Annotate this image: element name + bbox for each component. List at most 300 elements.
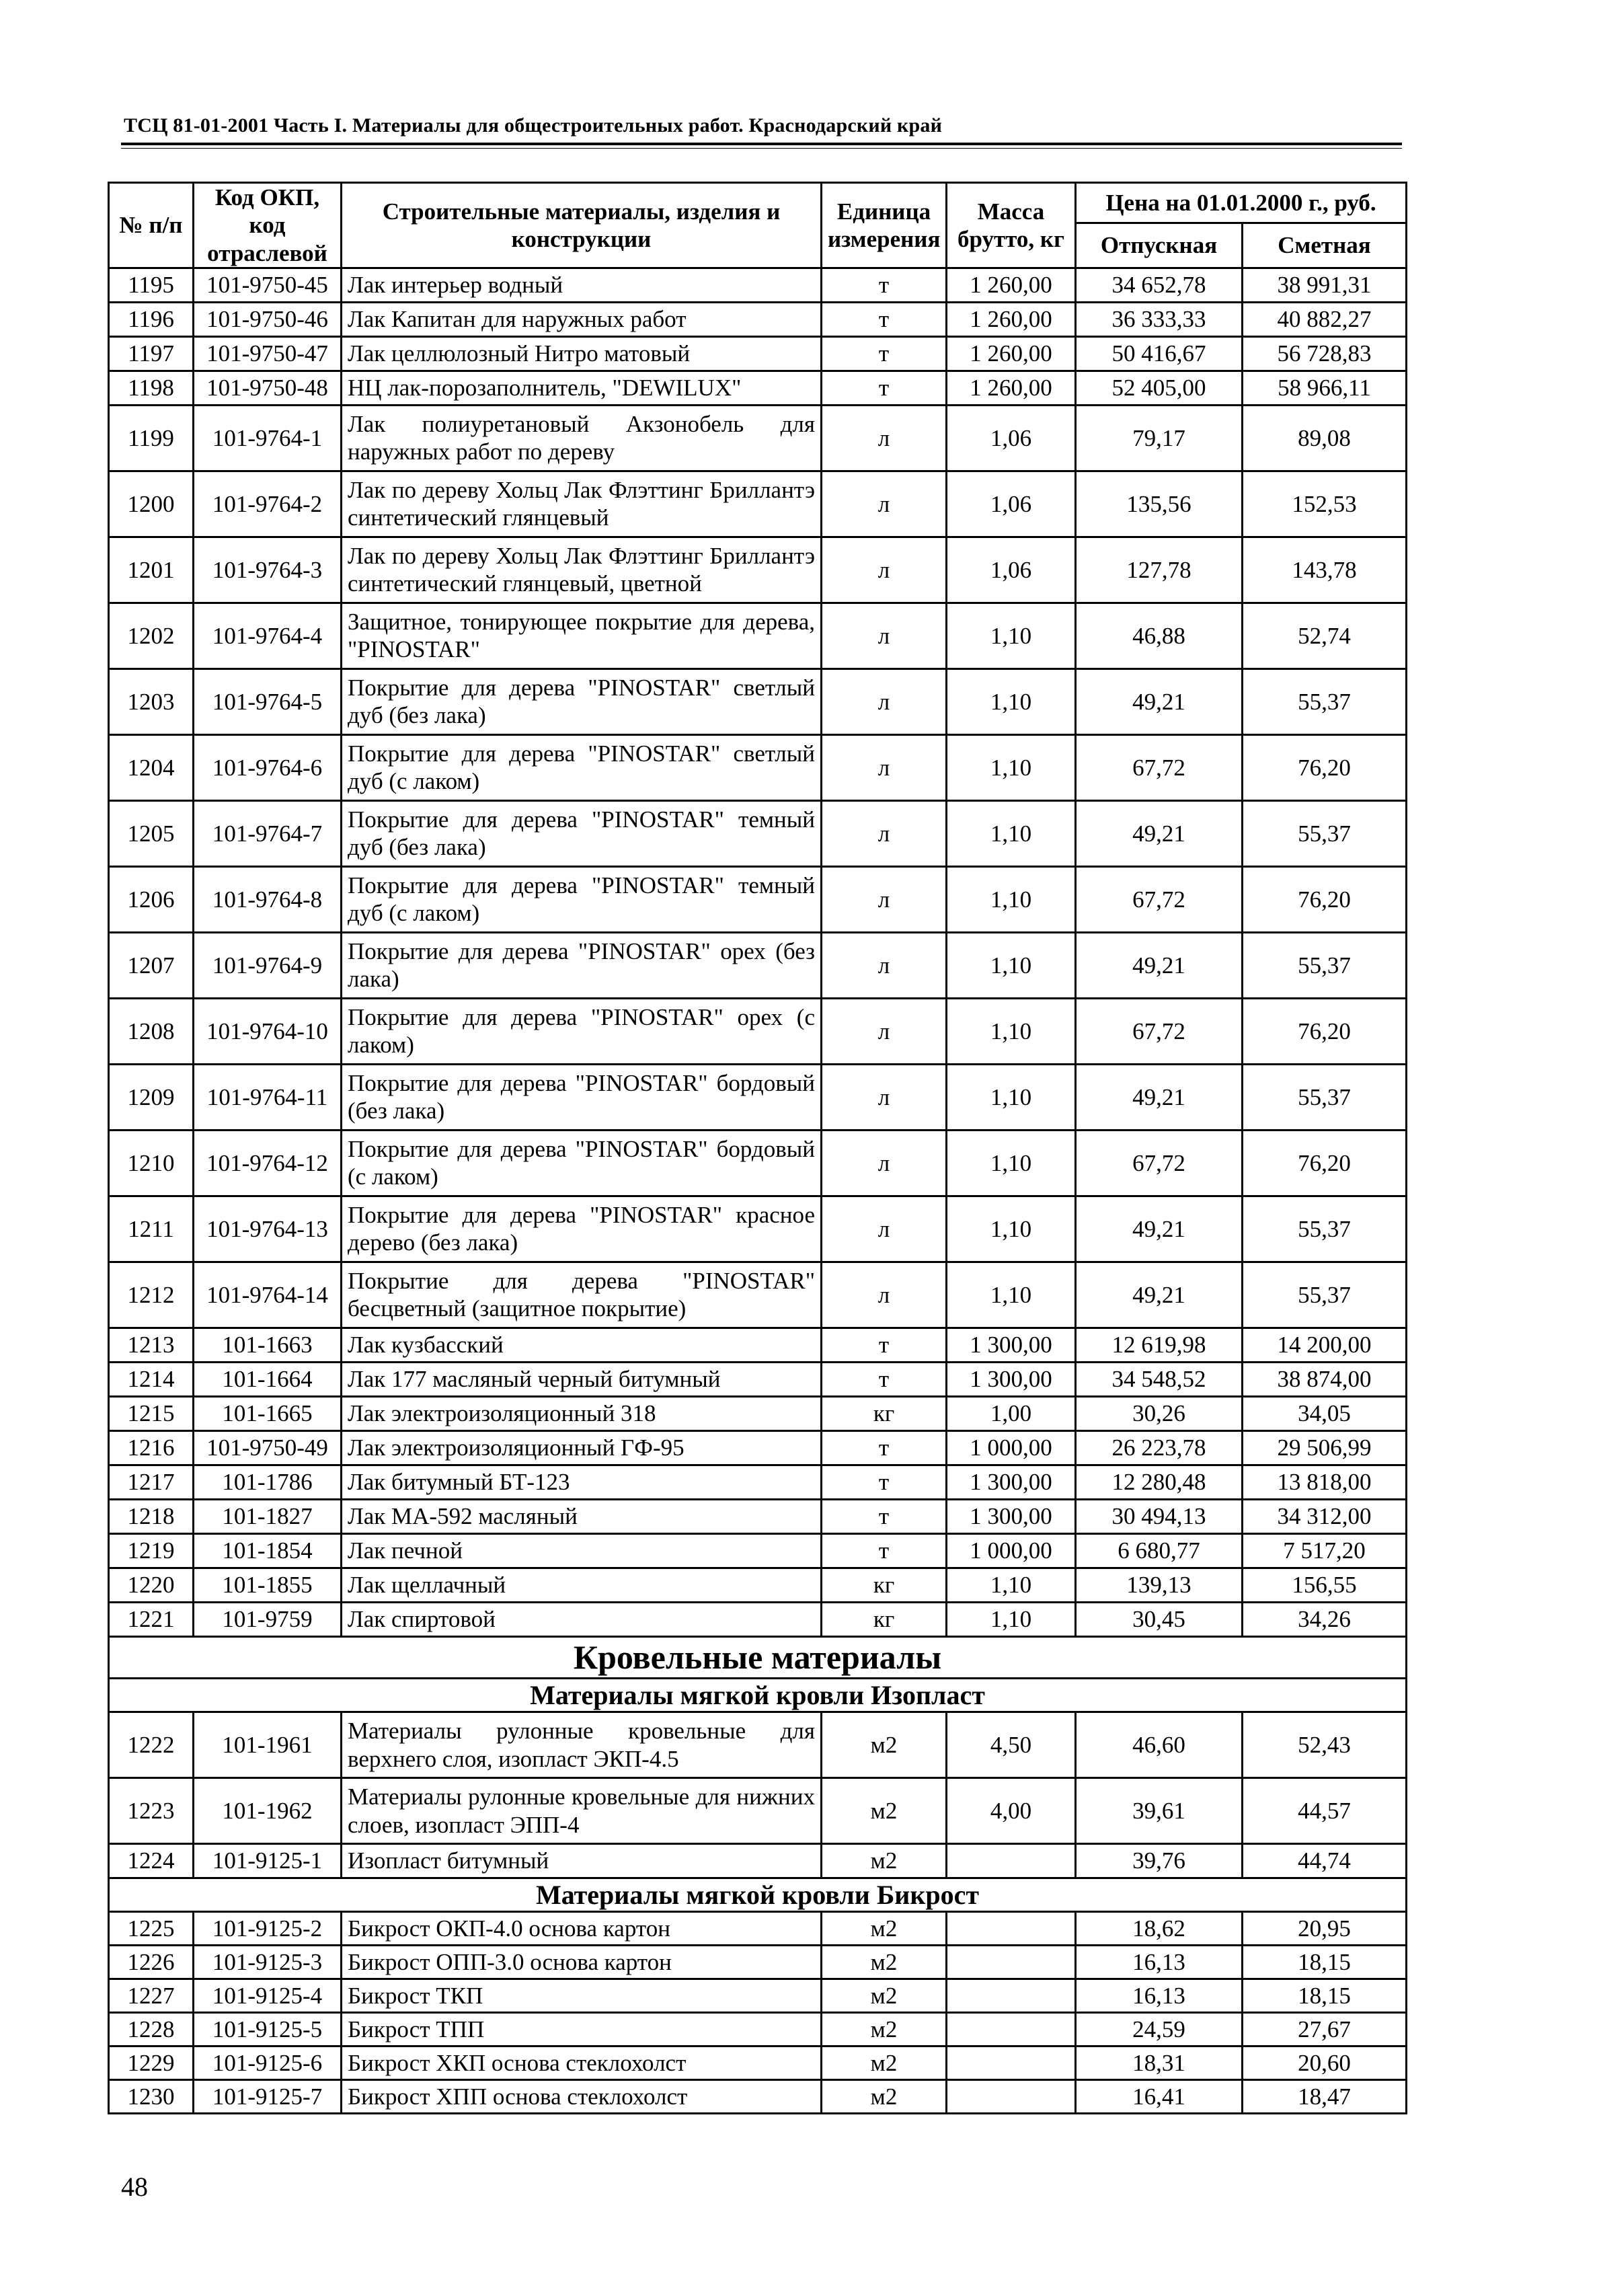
cell-mass: 1,10	[947, 1064, 1076, 1130]
cell-name: Бикрост ХПП основа стеклохолст	[342, 2080, 822, 2114]
cell-num: 1225	[109, 1912, 194, 1946]
cell-unit: л	[822, 668, 947, 734]
section-title-roofing: Кровельные материалы	[109, 1636, 1407, 1678]
cell-name: Лак полиуретановый Акзонобель для наружных работ по дереву	[342, 405, 822, 471]
table-row	[109, 1499, 1407, 1533]
cell-unit: т	[822, 1499, 947, 1533]
table-row	[109, 932, 1407, 998]
cell-unit: кг	[822, 1602, 947, 1636]
cell-name: Лак битумный БТ-123	[342, 1465, 822, 1499]
cell-name: Бикрост ОКП-4.0 основа картон	[342, 1912, 822, 1946]
cell-price-estimate: 55,37	[1243, 932, 1407, 998]
page-number: 48	[121, 2172, 148, 2202]
cell-price-release: 79,17	[1076, 405, 1243, 471]
cell-price-release: 30,26	[1076, 1396, 1243, 1430]
cell-unit: л	[822, 866, 947, 932]
cell-num: 1208	[109, 998, 194, 1064]
cell-code: 101-9125-2	[194, 1912, 342, 1946]
cell-price-estimate: 18,15	[1243, 1946, 1407, 1979]
cell-code: 101-9750-49	[194, 1430, 342, 1465]
cell-num: 1230	[109, 2080, 194, 2114]
cell-name: Защитное, тонирующее покрытие для дерева, "PINOSTAR"	[342, 603, 822, 668]
cell-unit: л	[822, 1196, 947, 1262]
cell-unit: т	[822, 1362, 947, 1396]
cell-unit: л	[822, 932, 947, 998]
cell-name: Бикрост ТПП	[342, 2013, 822, 2046]
cell-price-estimate: 152,53	[1243, 471, 1407, 537]
cell-num: 1228	[109, 2013, 194, 2046]
cell-price-estimate: 40 882,27	[1243, 302, 1407, 336]
cell-name: Лак кузбасский	[342, 1328, 822, 1362]
cell-code: 101-9750-45	[194, 268, 342, 302]
cell-unit: м2	[822, 2080, 947, 2114]
cell-name: Покрытие для дерева "PINOSTAR" красное дерево (без лака)	[342, 1196, 822, 1262]
cell-num: 1209	[109, 1064, 194, 1130]
cell-code: 101-9764-5	[194, 668, 342, 734]
cell-name: Лак электроизоляционный ГФ-95	[342, 1430, 822, 1465]
cell-mass: 1,10	[947, 668, 1076, 734]
cell-price-estimate: 58 966,11	[1243, 371, 1407, 405]
table-row	[109, 1328, 1407, 1362]
cell-code: 101-9764-10	[194, 998, 342, 1064]
cell-num: 1223	[109, 1778, 194, 1844]
cell-mass: 1 300,00	[947, 1465, 1076, 1499]
cell-unit: л	[822, 800, 947, 866]
cell-mass: 1 260,00	[947, 302, 1076, 336]
cell-mass: 1,10	[947, 1196, 1076, 1262]
cell-code: 101-1854	[194, 1533, 342, 1568]
cell-price-release: 67,72	[1076, 998, 1243, 1064]
cell-name: Бикрост ОПП-3.0 основа картон	[342, 1946, 822, 1979]
table-body-varnishes	[109, 268, 1407, 1636]
header-rule	[121, 143, 1402, 145]
cell-num: 1216	[109, 1430, 194, 1465]
cell-unit: т	[822, 1533, 947, 1568]
materials-table	[108, 182, 1407, 2114]
cell-price-release: 12 280,48	[1076, 1465, 1243, 1499]
table-row	[109, 1130, 1407, 1196]
cell-mass: 1,10	[947, 734, 1076, 800]
cell-price-release: 135,56	[1076, 471, 1243, 537]
cell-num: 1227	[109, 1979, 194, 2013]
cell-price-release: 49,21	[1076, 932, 1243, 998]
col-header-name: Строительные материалы, изделия и конструкции	[342, 183, 822, 268]
table-row	[109, 1778, 1407, 1844]
cell-code: 101-9750-47	[194, 336, 342, 371]
cell-name: Лак целлюлозный Нитро матовый	[342, 336, 822, 371]
cell-price-release: 52 405,00	[1076, 371, 1243, 405]
cell-mass: 1 260,00	[947, 336, 1076, 371]
cell-name: НЦ лак-порозаполнитель, "DEWILUX"	[342, 371, 822, 405]
cell-mass	[947, 2080, 1076, 2114]
cell-price-release: 67,72	[1076, 866, 1243, 932]
cell-num: 1207	[109, 932, 194, 998]
cell-unit: кг	[822, 1568, 947, 1602]
header-rule-thin	[121, 148, 1402, 149]
table-row	[109, 1946, 1407, 1979]
cell-unit: л	[822, 734, 947, 800]
table-row	[109, 866, 1407, 932]
cell-mass	[947, 1844, 1076, 1878]
cell-num: 1221	[109, 1602, 194, 1636]
cell-mass: 1,10	[947, 1130, 1076, 1196]
cell-price-release: 39,61	[1076, 1778, 1243, 1844]
cell-unit: т	[822, 302, 947, 336]
cell-price-estimate: 27,67	[1243, 2013, 1407, 2046]
cell-name: Лак МА-592 масляный	[342, 1499, 822, 1533]
table-row	[109, 1064, 1407, 1130]
cell-price-release: 139,13	[1076, 1568, 1243, 1602]
cell-num: 1195	[109, 268, 194, 302]
cell-price-estimate: 55,37	[1243, 800, 1407, 866]
cell-code: 101-9750-46	[194, 302, 342, 336]
cell-num: 1226	[109, 1946, 194, 1979]
cell-num: 1217	[109, 1465, 194, 1499]
cell-name: Покрытие для дерева "PINOSTAR" светлый дуб (без лака)	[342, 668, 822, 734]
cell-name: Покрытие для дерева "PINOSTAR" орех (без лака)	[342, 932, 822, 998]
cell-mass: 1,00	[947, 1396, 1076, 1430]
table-row	[109, 1396, 1407, 1430]
table-row	[109, 336, 1407, 371]
cell-num: 1224	[109, 1844, 194, 1878]
cell-code: 101-1962	[194, 1778, 342, 1844]
subsection-title-bikrost: Материалы мягкой кровли Бикрост	[109, 1878, 1407, 1912]
col-header-price-group: Цена на 01.01.2000 г., руб.	[1076, 183, 1407, 223]
cell-code: 101-9750-48	[194, 371, 342, 405]
cell-name: Изопласт битумный	[342, 1844, 822, 1878]
cell-price-release: 49,21	[1076, 1262, 1243, 1328]
cell-code: 101-1786	[194, 1465, 342, 1499]
cell-mass: 1,10	[947, 866, 1076, 932]
table-row	[109, 405, 1407, 471]
cell-price-estimate: 18,47	[1243, 2080, 1407, 2114]
cell-code: 101-9764-14	[194, 1262, 342, 1328]
cell-mass: 1,06	[947, 537, 1076, 603]
col-header-unit: Единица измерения	[822, 183, 947, 268]
cell-mass	[947, 2046, 1076, 2080]
table-row	[109, 603, 1407, 668]
cell-price-estimate: 52,43	[1243, 1712, 1407, 1778]
cell-unit: м2	[822, 1946, 947, 1979]
table-row	[109, 1568, 1407, 1602]
cell-unit: л	[822, 405, 947, 471]
cell-mass: 1,10	[947, 1262, 1076, 1328]
cell-mass: 1,06	[947, 471, 1076, 537]
cell-name: Покрытие для дерева "PINOSTAR" темный дуб (без лака)	[342, 800, 822, 866]
cell-price-release: 12 619,98	[1076, 1328, 1243, 1362]
cell-price-estimate: 143,78	[1243, 537, 1407, 603]
cell-unit: т	[822, 268, 947, 302]
cell-code: 101-1961	[194, 1712, 342, 1778]
cell-code: 101-9764-4	[194, 603, 342, 668]
cell-unit: т	[822, 1328, 947, 1362]
cell-price-estimate: 34 312,00	[1243, 1499, 1407, 1533]
cell-name: Покрытие для дерева "PINOSTAR" бордовый (с лаком)	[342, 1130, 822, 1196]
cell-num: 1196	[109, 302, 194, 336]
cell-price-release: 50 416,67	[1076, 336, 1243, 371]
cell-mass: 1 260,00	[947, 371, 1076, 405]
cell-name: Бикрост ТКП	[342, 1979, 822, 2013]
table-row	[109, 2013, 1407, 2046]
cell-unit: л	[822, 471, 947, 537]
cell-code: 101-9764-3	[194, 537, 342, 603]
cell-name: Лак 177 масляный черный битумный	[342, 1362, 822, 1396]
cell-mass	[947, 1946, 1076, 1979]
cell-price-release: 49,21	[1076, 1064, 1243, 1130]
table-row	[109, 268, 1407, 302]
subsection-title-izoplast: Материалы мягкой кровли Изопласт	[109, 1678, 1407, 1712]
cell-price-estimate: 44,74	[1243, 1844, 1407, 1878]
cell-num: 1215	[109, 1396, 194, 1430]
cell-unit: м2	[822, 2013, 947, 2046]
table-row	[109, 2046, 1407, 2080]
cell-num: 1220	[109, 1568, 194, 1602]
cell-price-estimate: 18,15	[1243, 1979, 1407, 2013]
table-row	[109, 1430, 1407, 1465]
cell-code: 101-9764-6	[194, 734, 342, 800]
col-header-price-estimate: Сметная	[1243, 223, 1407, 268]
cell-name: Лак интерьер водный	[342, 268, 822, 302]
page-header: ТСЦ 81-01-2001 Часть I. Материалы для общестроительных работ. Краснодарский край	[124, 114, 943, 137]
table-row	[109, 1533, 1407, 1568]
cell-name: Лак электроизоляционный 318	[342, 1396, 822, 1430]
cell-unit: м2	[822, 1778, 947, 1844]
cell-price-release: 127,78	[1076, 537, 1243, 603]
cell-name: Лак по дереву Хольц Лак Флэттинг Бриллантэ синтетический глянцевый, цветной	[342, 537, 822, 603]
cell-num: 1214	[109, 1362, 194, 1396]
cell-price-estimate: 20,95	[1243, 1912, 1407, 1946]
cell-code: 101-9125-3	[194, 1946, 342, 1979]
cell-name: Покрытие для дерева "PINOSTAR" бордовый (без лака)	[342, 1064, 822, 1130]
cell-mass: 1 300,00	[947, 1328, 1076, 1362]
table-row	[109, 471, 1407, 537]
cell-name: Лак спиртовой	[342, 1602, 822, 1636]
cell-unit: м2	[822, 2046, 947, 2080]
cell-unit: т	[822, 1465, 947, 1499]
cell-price-estimate: 76,20	[1243, 734, 1407, 800]
table-row	[109, 1196, 1407, 1262]
cell-mass: 1 300,00	[947, 1362, 1076, 1396]
cell-unit: л	[822, 1262, 947, 1328]
cell-mass: 1,10	[947, 1568, 1076, 1602]
cell-num: 1212	[109, 1262, 194, 1328]
table-row	[109, 1465, 1407, 1499]
cell-price-estimate: 20,60	[1243, 2046, 1407, 2080]
cell-price-estimate: 34,05	[1243, 1396, 1407, 1430]
cell-mass: 1,10	[947, 932, 1076, 998]
cell-num: 1197	[109, 336, 194, 371]
cell-price-release: 6 680,77	[1076, 1533, 1243, 1568]
cell-mass: 1,10	[947, 603, 1076, 668]
cell-unit: т	[822, 336, 947, 371]
table-body-roofing-heading	[109, 1636, 1407, 1712]
cell-code: 101-9125-5	[194, 2013, 342, 2046]
cell-mass: 1 000,00	[947, 1533, 1076, 1568]
cell-price-release: 39,76	[1076, 1844, 1243, 1878]
cell-name: Лак щеллачный	[342, 1568, 822, 1602]
cell-price-release: 34 548,52	[1076, 1362, 1243, 1396]
cell-code: 101-9125-6	[194, 2046, 342, 2080]
col-header-num: № п/п	[109, 183, 194, 268]
cell-code: 101-9759	[194, 1602, 342, 1636]
cell-unit: т	[822, 371, 947, 405]
cell-price-release: 46,88	[1076, 603, 1243, 668]
cell-price-estimate: 76,20	[1243, 866, 1407, 932]
cell-price-release: 49,21	[1076, 668, 1243, 734]
cell-price-estimate: 76,20	[1243, 998, 1407, 1064]
cell-num: 1210	[109, 1130, 194, 1196]
cell-price-estimate: 29 506,99	[1243, 1430, 1407, 1465]
cell-unit: т	[822, 1430, 947, 1465]
cell-name: Покрытие для дерева "PINOSTAR" бесцветный (защитное покрытие)	[342, 1262, 822, 1328]
cell-price-estimate: 44,57	[1243, 1778, 1407, 1844]
cell-code: 101-9764-13	[194, 1196, 342, 1262]
cell-price-estimate: 38 874,00	[1243, 1362, 1407, 1396]
cell-code: 101-9764-7	[194, 800, 342, 866]
cell-price-release: 36 333,33	[1076, 302, 1243, 336]
table-row	[109, 1912, 1407, 1946]
table-row	[109, 1362, 1407, 1396]
cell-price-estimate: 34,26	[1243, 1602, 1407, 1636]
table-row	[109, 800, 1407, 866]
cell-mass: 4,00	[947, 1778, 1076, 1844]
cell-mass	[947, 2013, 1076, 2046]
cell-unit: м2	[822, 1912, 947, 1946]
table-row	[109, 1262, 1407, 1328]
cell-price-estimate: 13 818,00	[1243, 1465, 1407, 1499]
cell-price-release: 49,21	[1076, 1196, 1243, 1262]
table-row	[109, 1712, 1407, 1778]
cell-num: 1205	[109, 800, 194, 866]
table-row	[109, 668, 1407, 734]
cell-num: 1206	[109, 866, 194, 932]
cell-mass: 1 260,00	[947, 268, 1076, 302]
cell-price-estimate: 56 728,83	[1243, 336, 1407, 371]
table-row	[109, 734, 1407, 800]
table-row	[109, 2080, 1407, 2114]
table-row	[109, 998, 1407, 1064]
table-row	[109, 1979, 1407, 2013]
cell-unit: л	[822, 998, 947, 1064]
cell-num: 1198	[109, 371, 194, 405]
cell-code: 101-1665	[194, 1396, 342, 1430]
cell-num: 1211	[109, 1196, 194, 1262]
cell-price-release: 16,13	[1076, 1946, 1243, 1979]
cell-code: 101-9125-4	[194, 1979, 342, 2013]
cell-name: Покрытие для дерева "PINOSTAR" орех (с лаком)	[342, 998, 822, 1064]
cell-mass	[947, 1979, 1076, 2013]
cell-code: 101-1663	[194, 1328, 342, 1362]
cell-name: Лак по дереву Хольц Лак Флэттинг Бриллантэ синтетический глянцевый	[342, 471, 822, 537]
cell-price-release: 16,41	[1076, 2080, 1243, 2114]
cell-code: 101-9764-8	[194, 866, 342, 932]
cell-price-estimate: 52,74	[1243, 603, 1407, 668]
cell-unit: м2	[822, 1844, 947, 1878]
cell-price-release: 16,13	[1076, 1979, 1243, 2013]
cell-price-estimate: 38 991,31	[1243, 268, 1407, 302]
header-row-1	[109, 183, 1407, 223]
cell-unit: л	[822, 1064, 947, 1130]
cell-price-release: 24,59	[1076, 2013, 1243, 2046]
cell-num: 1202	[109, 603, 194, 668]
cell-price-release: 18,62	[1076, 1912, 1243, 1946]
table-row	[109, 302, 1407, 336]
cell-price-release: 26 223,78	[1076, 1430, 1243, 1465]
cell-code: 101-9764-11	[194, 1064, 342, 1130]
cell-num: 1213	[109, 1328, 194, 1362]
cell-unit: кг	[822, 1396, 947, 1430]
cell-price-estimate: 55,37	[1243, 1262, 1407, 1328]
cell-code: 101-9125-7	[194, 2080, 342, 2114]
cell-mass: 1,06	[947, 405, 1076, 471]
table-body-bikrost-heading	[109, 1878, 1407, 1912]
cell-code: 101-9764-9	[194, 932, 342, 998]
cell-num: 1218	[109, 1499, 194, 1533]
cell-mass: 1 000,00	[947, 1430, 1076, 1465]
cell-code: 101-1664	[194, 1362, 342, 1396]
cell-code: 101-1827	[194, 1499, 342, 1533]
cell-price-release: 30,45	[1076, 1602, 1243, 1636]
cell-price-release: 46,60	[1076, 1712, 1243, 1778]
section-row	[109, 1636, 1407, 1678]
cell-price-estimate: 55,37	[1243, 1196, 1407, 1262]
cell-mass: 1,10	[947, 1602, 1076, 1636]
cell-name: Лак печной	[342, 1533, 822, 1568]
cell-price-estimate: 14 200,00	[1243, 1328, 1407, 1362]
cell-mass: 4,50	[947, 1712, 1076, 1778]
cell-num: 1204	[109, 734, 194, 800]
cell-unit: м2	[822, 1712, 947, 1778]
cell-price-estimate: 55,37	[1243, 1064, 1407, 1130]
cell-price-estimate: 89,08	[1243, 405, 1407, 471]
cell-price-estimate: 55,37	[1243, 668, 1407, 734]
cell-price-release: 18,31	[1076, 2046, 1243, 2080]
table-row	[109, 1844, 1407, 1878]
cell-mass: 1,10	[947, 998, 1076, 1064]
cell-unit: л	[822, 537, 947, 603]
table-body-bikrost	[109, 1912, 1407, 2114]
cell-price-estimate: 156,55	[1243, 1568, 1407, 1602]
cell-price-release: 49,21	[1076, 800, 1243, 866]
cell-num: 1222	[109, 1712, 194, 1778]
cell-price-estimate: 7 517,20	[1243, 1533, 1407, 1568]
cell-unit: м2	[822, 1979, 947, 2013]
cell-num: 1199	[109, 405, 194, 471]
cell-price-release: 67,72	[1076, 1130, 1243, 1196]
table-row	[109, 371, 1407, 405]
col-header-code: Код ОКП, код отраслевой	[194, 183, 342, 268]
subsection-row	[109, 1878, 1407, 1912]
table-row	[109, 1602, 1407, 1636]
cell-num: 1203	[109, 668, 194, 734]
cell-code: 101-9764-12	[194, 1130, 342, 1196]
cell-mass: 1,10	[947, 800, 1076, 866]
cell-unit: л	[822, 1130, 947, 1196]
cell-mass	[947, 1912, 1076, 1946]
cell-code: 101-9125-1	[194, 1844, 342, 1878]
cell-num: 1219	[109, 1533, 194, 1568]
cell-name: Материалы рулонные кровельные для верхнего слоя, изопласт ЭКП-4.5	[342, 1712, 822, 1778]
cell-unit: л	[822, 603, 947, 668]
cell-name: Покрытие для дерева "PINOSTAR" темный дуб (с лаком)	[342, 866, 822, 932]
cell-name: Лак Капитан для наружных работ	[342, 302, 822, 336]
col-header-mass: Масса брутто, кг	[947, 183, 1076, 268]
table-row	[109, 537, 1407, 603]
cell-code: 101-1855	[194, 1568, 342, 1602]
cell-code: 101-9764-1	[194, 405, 342, 471]
cell-num: 1200	[109, 471, 194, 537]
cell-price-release: 30 494,13	[1076, 1499, 1243, 1533]
